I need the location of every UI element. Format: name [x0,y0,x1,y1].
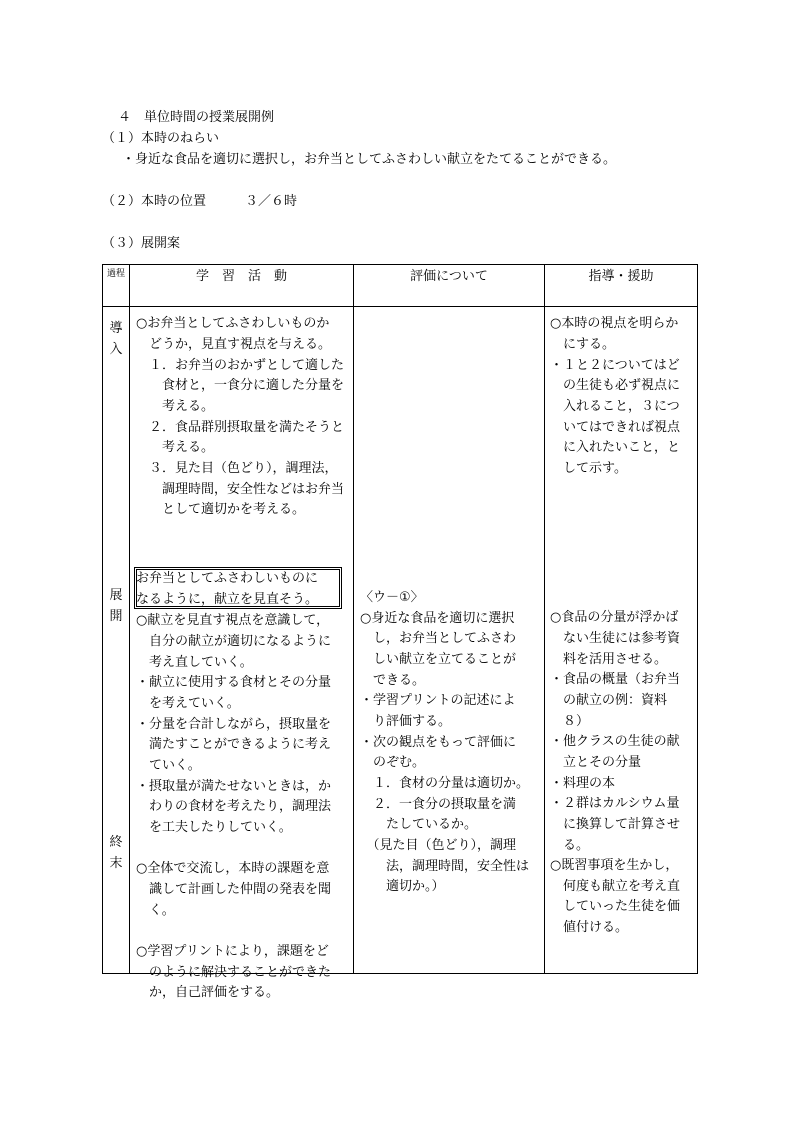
header-guidance [545,265,698,307]
header-stage [103,265,130,307]
header-evaluation-label: 評価について [410,269,488,284]
activity-line: ３．見た目（色どり），調理法， [136,461,338,476]
activity-line: ていく。 [136,758,201,773]
stage-label: 導 [109,321,123,336]
activity-line: ・摂取量が満たせないときは，か [136,779,332,794]
evaluation-line: ・次の観点をもって評価に [360,735,517,750]
activity-line: を考えていく。 [136,696,240,711]
guidance-line: して示す。 [550,461,627,476]
stage-label: 開 [109,609,123,624]
guidance-line: いてはできれば視点 [550,420,681,435]
table-header-row [103,265,698,307]
activity-line: のように解決することができた [136,965,332,980]
guidance-line: る。 [550,838,590,853]
activity-line: 考える。 [136,440,215,455]
activity-line: として適切かを考える。 [136,502,306,517]
activity-line: ○全体で交流し，本時の課題を意 [136,861,330,876]
evaluation-cell [354,307,545,974]
aim-title: （１）本時のねらい [102,131,220,146]
guidance-line: ない生徒には参考資 [550,631,681,646]
plan-title: （３）展開案 [102,236,181,251]
guidance-line: ○食品の分量が浮かば [550,610,679,625]
evaluation-line: 〈ウ－①〉 [360,590,424,605]
guidance-line: ○既習事項を生かし， [550,858,679,873]
evaluation-line: （見た目（色どり），調理 [360,838,517,853]
guidance-cell [545,307,698,974]
stage-label: 展 [109,588,123,603]
evaluation-line: 法，調理時間，安全性は [360,859,530,874]
evaluation-line: ・学習プリントの記述によ [360,693,516,708]
activity-line: 自分の献立が適切になるように [136,634,332,649]
guidance-line: に入れたいこと，と [550,440,681,455]
header-activity [130,265,354,307]
activity-line: 考え直していく。 [136,655,253,670]
guidance-line: 入れること，３につ [550,399,680,414]
activity-line: 満たすことができるように考え [136,737,332,752]
stage-label: 入 [109,342,123,357]
position-title: （２）本時の位置 ３／６時 [102,194,298,209]
activity-line: １．お弁当のおかずとして適した [136,358,345,373]
header-stage-label: 過程 [106,269,125,279]
evaluation-line: たしているか。 [360,817,478,832]
header-evaluation [354,265,545,307]
stage-label: 末 [109,856,123,871]
activity-line: ２．食品群別摂取量を満たそうと [136,420,345,435]
guidance-line: 値付ける。 [550,920,629,935]
evaluation-line: り評価する。 [360,714,452,729]
stage-label: 終 [109,835,123,850]
guidance-line: ８） [550,714,590,729]
guidance-line: ○本時の視点を明らか [550,316,679,331]
guidance-line: 料を活用させる。 [550,652,668,667]
guidance-line: ・食品の概量（お弁当 [550,672,681,687]
guidance-line: していった生徒を価 [550,899,681,914]
guidance-line: ・料理の本 [550,776,616,791]
evaluation-line: ○身近な食品を適切に選択 [360,611,515,626]
section-heading: ４ 単位時間の授業展開例 [118,110,275,125]
activity-line: 調理時間，安全性などはお弁当 [136,482,345,497]
guidance-line: に換算して計算させ [550,817,681,832]
guidance-line: ・他クラスの生徒の献 [550,734,680,749]
activity-line: ○学習プリントにより，課題をど [136,944,329,959]
activity-line: か，自己評価をする。 [136,985,280,1000]
guidance-line: にする。 [550,337,616,352]
header-activity-label: 学 習 活 動 [195,269,287,284]
guidance-line: ・２群はカルシウム量 [550,796,680,811]
evaluation-line: 適切か。） [360,879,445,894]
guidance-line: の献立の例：資料 [550,693,668,708]
activity-line: ○献立を見直す視点を意識して， [136,613,330,628]
lesson-plan-table [102,264,698,1000]
activity-line: どうか，見直す視点を与える。 [136,337,332,352]
activity-line: ・献立に使用する食材とその分量 [136,675,332,690]
activity-cell [130,307,354,1000]
evaluation-line: のぞむ。 [360,755,426,770]
stage-cell [103,307,130,974]
activity-line: わりの食材を考えたり，調理法 [136,799,332,814]
activity-line: 識して計画した仲間の発表を聞 [136,882,332,897]
activity-line: く。 [136,903,175,918]
aim-text: ・身近な食品を適切に選択し，お弁当としてふさわしい献立をたてることができる。 [122,152,617,167]
table-body-row [103,307,698,974]
evaluation-line: １．食材の分量は適切か。 [360,776,530,791]
header-guidance-label: 指導・援助 [588,269,654,284]
evaluation-line: できる。 [360,673,426,688]
guidance-line: の生徒も必ず視点に [550,378,681,393]
evaluation-line: しい献立を立てることが [360,652,517,667]
guidance-line: ・１と２についてはど [550,358,680,373]
guidance-line: 何度も献立を考え直 [550,879,681,894]
activity-line: お弁当としてふさわしいものに [136,571,319,586]
evaluation-line: ２．一食分の摂取量を満 [360,797,517,812]
activity-line: なるように，献立を見直そう。 [136,592,319,607]
guidance-line: 立とその分量 [550,755,642,770]
activity-line: 食材と，一食分に適した分量を [136,378,345,393]
evaluation-line: し，お弁当としてふさわ [360,631,517,646]
activity-line: ・分量を合計しながら，摂取量を [136,717,332,732]
activity-line: 考える。 [136,399,215,414]
activity-line: を工夫したりしていく。 [136,820,292,835]
activity-line: ○お弁当としてふさわしいものか [136,316,330,331]
